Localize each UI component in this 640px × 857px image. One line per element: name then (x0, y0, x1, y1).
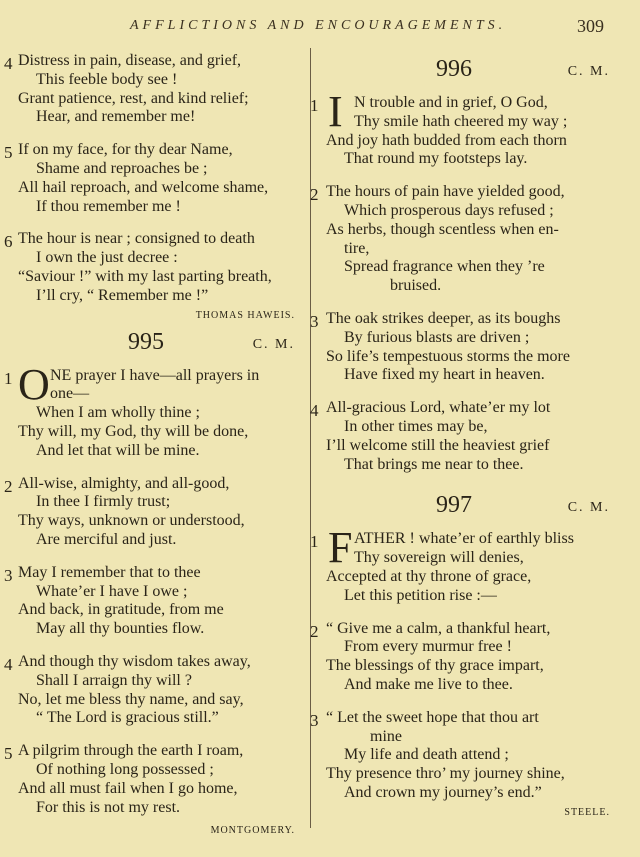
hymn-heading (0, 329, 305, 363)
drop-cap: O (18, 359, 50, 409)
verse-line: And make me live to thee. (344, 675, 513, 693)
verse-line: May all thy bounties flow. (36, 620, 205, 638)
page-number: 309 (577, 16, 604, 36)
verse-line: bruised. (390, 277, 442, 295)
hymn-meter: C. M. (567, 64, 610, 79)
verse-number: 3 (310, 311, 319, 331)
hymn-heading (310, 492, 620, 526)
verse-line: Thy presence thro’ my journey shine, (326, 765, 565, 783)
verse (310, 87, 620, 169)
verse-line: ATHER ! whate’er of earthly bliss (354, 530, 574, 548)
verse-line: So life’s tempestuous storms the more (326, 347, 570, 365)
author-attribution: STEELE. (564, 806, 610, 818)
verse (310, 620, 620, 695)
verse-line: N trouble and in grief, O God, (354, 94, 548, 111)
hymn-meter: C. M. (252, 336, 295, 352)
verse (0, 141, 305, 216)
verse-line: “ The Lord is gracious still.” (36, 709, 219, 727)
verse (0, 653, 305, 728)
verse-line: This feeble body see ! (36, 70, 178, 88)
verse-line: And let that will be mine. (36, 441, 200, 459)
verse-line: Thy will, my God, thy will be done, (18, 422, 249, 440)
verse-line: one— (50, 385, 90, 403)
verse-line: “Saviour !” with my last parting breath, (18, 267, 272, 285)
running-header: AFFLICTIONS AND ENCOURAGEMENTS. (130, 18, 507, 33)
author-attribution: THOMAS HAWEIS. (195, 309, 295, 321)
verse-number: 2 (310, 621, 319, 641)
verse (0, 564, 305, 639)
verse (0, 230, 305, 305)
verse-number: 4 (310, 401, 319, 421)
author-attribution: MONTGOMERY. (210, 825, 295, 837)
verse-line: The oak strikes deeper, as its boughs (326, 309, 561, 327)
verse-line: And crown my journey’s end.” (344, 783, 542, 801)
drop-cap: F (328, 523, 353, 573)
verse-line: For this is not my rest. (36, 798, 181, 816)
verse-line: That brings me near to thee. (344, 455, 524, 473)
verse-line: When I am wholly thine ; (36, 404, 200, 422)
verse-line: That round my footsteps lay. (344, 150, 528, 168)
verse (0, 475, 305, 550)
verse-line: Which prosperous days refused ; (344, 201, 554, 219)
verse-line: The blessings of thy grace impart, (326, 657, 544, 675)
verse-line: Are merciful and just. (36, 530, 177, 548)
verse-line: Shall I arraign thy will ? (36, 671, 192, 689)
verse-line: A pilgrim through the earth I roam, (18, 742, 244, 760)
verse-line: In thee I firmly trust; (36, 493, 171, 511)
verse-line: And joy hath budded from each thorn (326, 131, 567, 149)
verse-number: 2 (310, 185, 319, 205)
drop-cap: I (328, 87, 343, 136)
verse-line: By furious blasts are driven ; (344, 328, 530, 346)
verse-number: 1 (310, 96, 319, 115)
verse (0, 359, 305, 461)
verse (310, 523, 620, 605)
verse-line: “ Let the sweet hope that thou art (326, 708, 539, 726)
verse-line: In other times may be, (344, 417, 488, 435)
verse-line: Of nothing long possessed ; (36, 760, 214, 778)
verse-line: Let this petition rise :— (344, 586, 497, 604)
verse-number: 6 (4, 232, 13, 252)
verse-line: I’ll cry, “ Remember me !” (36, 286, 209, 304)
verse-number: 4 (4, 654, 13, 674)
verse-line: My life and death attend ; (344, 746, 509, 764)
verse-line: And back, in gratitude, from me (18, 601, 224, 619)
verse-number: 4 (4, 54, 13, 73)
verse-line: NE prayer I have—all prayers in (50, 366, 260, 384)
verse-line: All hail reproach, and welcome shame, (18, 178, 269, 196)
verse (310, 183, 620, 296)
verse-line: Thy smile hath cheered my way ; (354, 112, 568, 130)
verse-line: The hour is near ; consigned to death (18, 230, 255, 248)
verse-line: Have fixed my heart in heaven. (344, 366, 545, 384)
verse-line: All-wise, almighty, and all-good, (18, 474, 230, 492)
verse-line: Shame and reproaches be ; (36, 159, 208, 177)
hymn-number: 997 (436, 492, 472, 519)
verse-line: Spread fragrance when they ’re (344, 258, 545, 276)
verse-line: Accepted at thy throne of grace, (326, 567, 532, 585)
verse-number: 2 (4, 476, 13, 496)
right-column (310, 52, 620, 826)
hymn-number: 996 (436, 56, 472, 82)
verse-line: Whate’er I have I owe ; (36, 582, 188, 600)
hymn-meter: C. M. (567, 500, 610, 516)
verse-line: mine (370, 727, 402, 745)
verse-line: “ Give me a calm, a thankful heart, (326, 619, 551, 637)
verse-number: 5 (4, 744, 13, 764)
verse-line: No, let me bless thy name, and say, (18, 690, 244, 708)
verse-number: 5 (4, 143, 13, 163)
verse-line: Grant patience, rest, and kind relief; (18, 89, 249, 107)
verse (310, 399, 620, 474)
verse-line: If on my face, for thy dear Name, (18, 141, 233, 159)
verse-line: I’ll welcome still the heaviest grief (326, 436, 550, 454)
verse-number: 1 (310, 532, 319, 552)
verse-line: If thou remember me ! (36, 197, 181, 215)
verse-line: Distress in pain, disease, and grief, (18, 52, 242, 69)
verse-line: As herbs, though scentless when en- (326, 220, 559, 238)
verse (0, 52, 305, 127)
verse-line: Thy ways, unknown or understood, (18, 512, 245, 530)
verse-number: 3 (4, 565, 13, 585)
verse-line: All-gracious Lord, whate’er my lot (326, 399, 551, 417)
verse (0, 742, 305, 817)
verse-number: 3 (310, 710, 319, 730)
verse-line: tire, (344, 239, 370, 257)
verse-line: And all must fail when I go home, (18, 779, 238, 797)
left-column (0, 52, 305, 844)
hymn-number: 995 (128, 328, 164, 355)
verse (310, 709, 620, 803)
verse (310, 310, 620, 385)
verse-line: I own the just decree : (36, 249, 178, 267)
verse-line: The hours of pain have yielded good, (326, 183, 565, 201)
verse-line: And though thy wisdom takes away, (18, 652, 251, 670)
verse-line: Thy sovereign will denies, (354, 549, 524, 567)
verse-line: From every murmur free ! (344, 638, 512, 656)
verse-line: May I remember that to thee (18, 563, 201, 581)
verse-line: Hear, and remember me! (36, 108, 196, 126)
verse-number: 1 (4, 368, 13, 388)
hymn-heading (310, 56, 620, 90)
